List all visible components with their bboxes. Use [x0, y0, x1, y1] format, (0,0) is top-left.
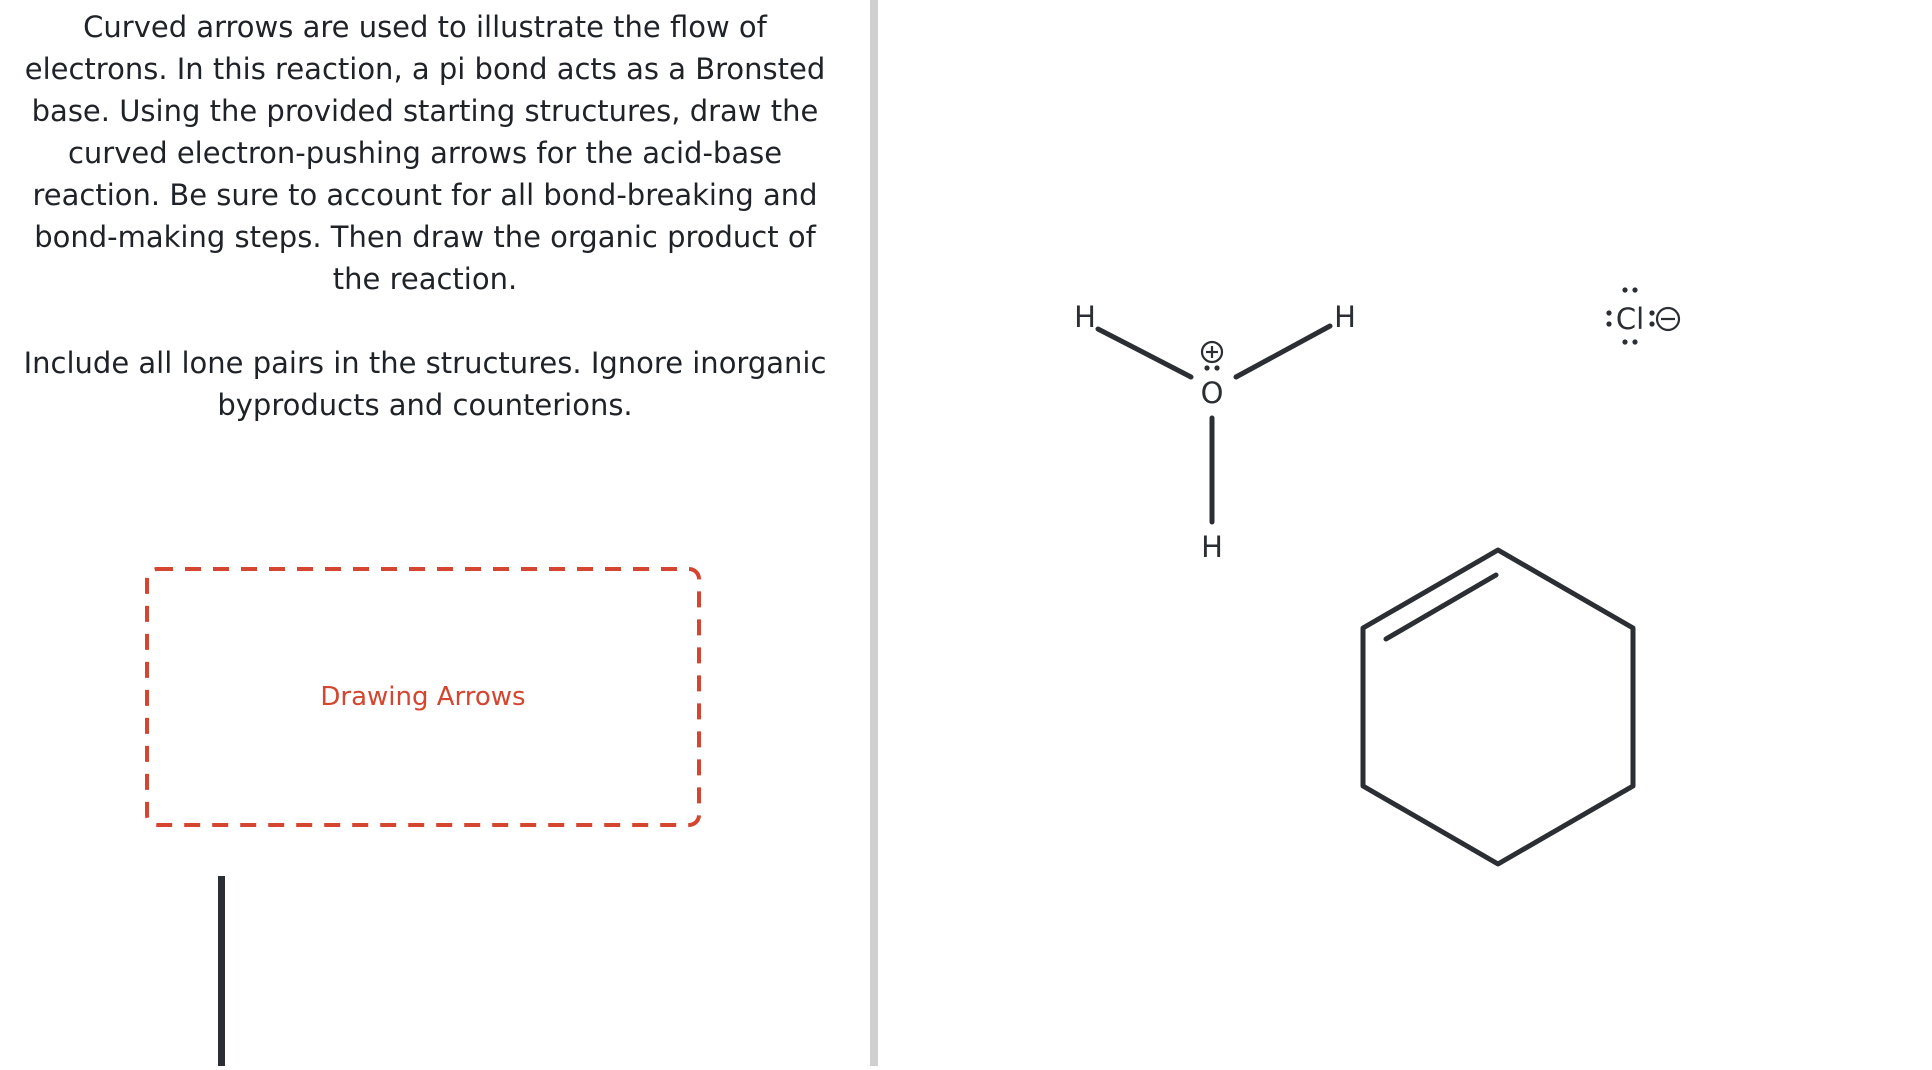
drawing-arrows-button[interactable] [145, 567, 701, 827]
question-instructions: Curved arrows are used to illustrate the flow of electrons. In this reaction, a pi bond acts as a Bronsted base. Using the provided starting structures, draw the curved electron-pushing arrows for the acid-base reaction. Be sure to account for all bond-breaking and bond-making steps. Then draw the organic product of the reaction. [24, 10, 826, 296]
hydrogen-left: H [1074, 300, 1096, 334]
oh-bond-left [1098, 329, 1191, 377]
negative-charge-icon [1657, 308, 1679, 330]
question-note: Include all lone pairs in the structures. Ignore inorganic byproducts and counterions. [23, 346, 827, 422]
question-panel [0, 0, 870, 1066]
drawing-canvas[interactable] [878, 0, 1932, 1066]
structure-canvas [878, 0, 1932, 1066]
hydrogen-bottom: H [1201, 530, 1223, 564]
cyclohexene-ring [1363, 550, 1633, 864]
question-text [20, 6, 830, 426]
positive-charge-icon [1202, 342, 1222, 362]
chlorine-atom: Cl [1615, 302, 1645, 336]
cyclohexene[interactable] [1363, 550, 1633, 864]
chloride-ion[interactable] [1606, 287, 1679, 344]
oh-bond-right [1236, 326, 1330, 377]
hydronium-ion[interactable] [1074, 300, 1356, 564]
panel-divider[interactable] [870, 0, 878, 1066]
scroll-handle[interactable] [218, 876, 225, 1066]
drawing-arrows-label: Drawing Arrows [320, 682, 526, 712]
oxygen-lone-pair [1204, 365, 1219, 370]
oxygen-atom: O [1200, 376, 1224, 410]
hydrogen-right: H [1334, 300, 1356, 334]
